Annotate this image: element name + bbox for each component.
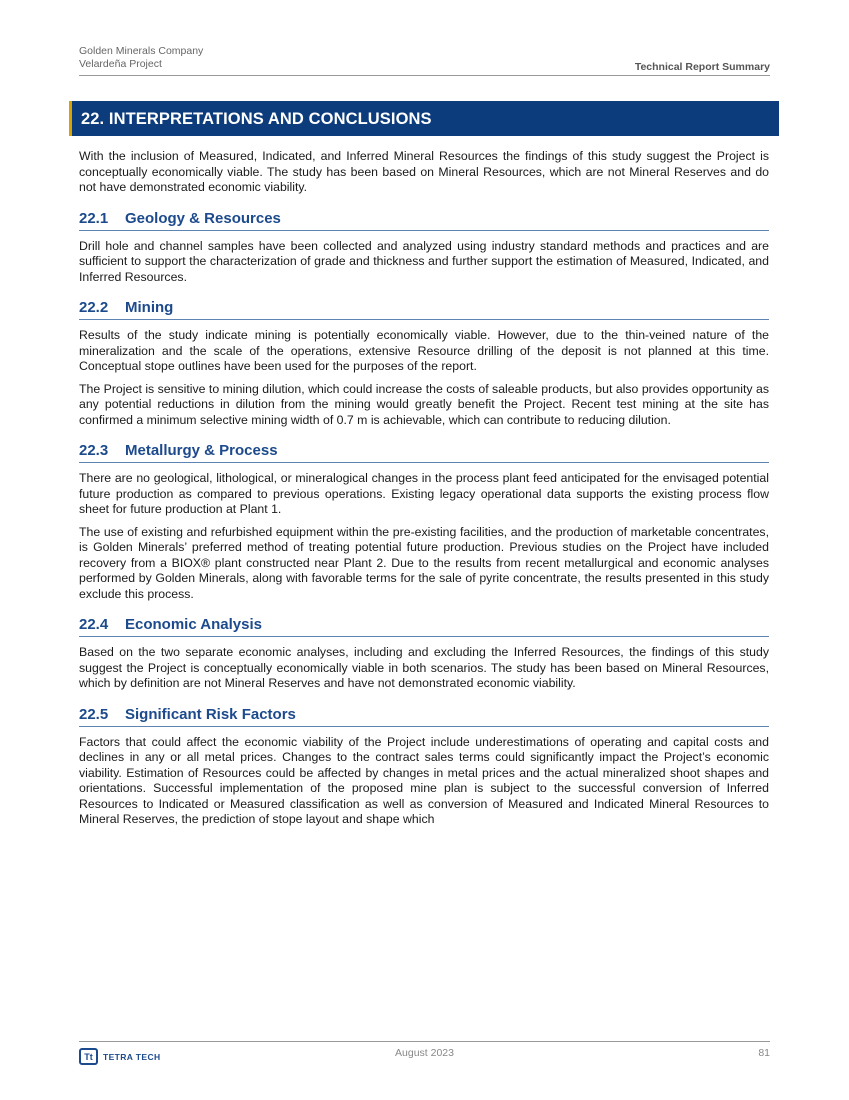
section-number: 22.2 — [79, 299, 109, 316]
footer-date: August 2023 — [395, 1047, 454, 1059]
section-paragraph: Drill hole and channel samples have been collected and analyzed using industry standard methods and practices and are sufficient to support the characterization of grade and thickness and further support the estimation of Measured, Indicated, and Inferred Resources. — [79, 238, 769, 284]
section-title: Economic Analysis — [125, 616, 262, 633]
section-heading — [79, 616, 769, 637]
page-number: 81 — [758, 1047, 770, 1059]
section-paragraph: The use of existing and refurbished equipment within the pre-existing facilities, and the production of marketable concentrates, is Golden Minerals’ preferred method of treating potential future production. Previous studies on the Project have included recovery from a BIOX® plant constructed near Plant 2. Due to the results from recent metallurgical and economic analyses performed by Golden Minerals, along with favorable terms for the sale of pyrite concentrate, the results presented in this study exclude this process. — [79, 524, 769, 601]
chapter-banner — [69, 101, 779, 136]
section-22-3 — [79, 442, 769, 602]
section-heading — [79, 442, 769, 463]
section-heading — [79, 210, 769, 231]
section-title: Mining — [125, 299, 174, 316]
header-project: Velardeña Project — [79, 58, 162, 70]
section-paragraph: Factors that could affect the economic viability of the Project include underestimations of operating and capital costs and declines in any or all metal prices. Changes to the contract sales terms could significantly impact the Project’s economic viability. Estimation of Resources could be affected by changes in metal prices and the actual mineralized shoot shapes and orientations. Successful implementation of the proposed mine plan is subject to the successful conversion of Inferred Resources to Indicated or Measured classification as well as conversion of Measured and Indicated Mineral Resources to Mineral Reserves, the prediction of stope layout and shape which — [79, 734, 769, 826]
intro-paragraph: With the inclusion of Measured, Indicated, and Inferred Mineral Resources the findings of this study suggest the Project is conceptually economically viable. The study has been based on Mineral Resources, which are not Mineral Reserves and do not have demonstrated economic viability. — [79, 149, 769, 194]
section-22-2 — [79, 299, 769, 428]
section-paragraph: Based on the two separate economic analyses, including and excluding the Inferred Resources, the findings of this study suggest the Project is conceptually economically viable in both scenarios. The study has been based on Mineral Resources, which by definition are not Mineral Reserves and have not demonstrated economic viability. — [79, 645, 769, 690]
header-divider — [79, 75, 770, 76]
section-number: 22.4 — [79, 616, 109, 633]
header-company: Golden Minerals Company — [79, 45, 204, 57]
running-header — [79, 45, 203, 71]
section-22-5 — [79, 706, 769, 828]
section-22-1 — [79, 210, 769, 286]
section-heading — [79, 706, 769, 727]
section-number: 22.1 — [79, 209, 109, 227]
section-paragraph: Results of the study indicate mining is potentially economically viable. However, due to the thin-veined nature of the mineralization and the scale of the operations, extensive Resource drilling of the deposit is not planned at this time. Conceptual stope outlines have been used for the purposes of the report. — [79, 328, 769, 373]
section-22-4 — [79, 616, 769, 692]
tt-logo-icon: Tt — [79, 1048, 98, 1065]
section-number: 22.3 — [79, 442, 109, 459]
section-heading — [79, 299, 769, 320]
section-title: Significant Risk Factors — [125, 705, 296, 723]
section-paragraph: There are no geological, lithological, or mineralogical changes in the process plant feed anticipated for the envisaged potential future production as compared to previous operations. Existing legacy operational data supports the existing process flow sheet for future production at Plant 1. — [79, 471, 769, 516]
footer-divider — [79, 1041, 770, 1042]
chapter-title: 22. INTERPRETATIONS AND CONCLUSIONS — [81, 110, 432, 128]
header-doc-type: Technical Report Summary — [634, 61, 770, 73]
section-title: Geology & Resources — [125, 209, 281, 227]
section-paragraph: The Project is sensitive to mining dilution, which could increase the costs of saleable products, but also provides opportunity as any potential reductions in dilution from the mining would greatly benefit the Project. Recent test mining at the site has confirmed a minimum selective mining width of 0.7 m is achievable, which can contribute to reducing dilution. — [79, 381, 769, 427]
section-title: Metallurgy & Process — [125, 442, 278, 459]
section-number: 22.5 — [79, 705, 109, 723]
page-body — [79, 149, 769, 835]
logo-wordmark: TETRA TECH — [103, 1051, 161, 1062]
